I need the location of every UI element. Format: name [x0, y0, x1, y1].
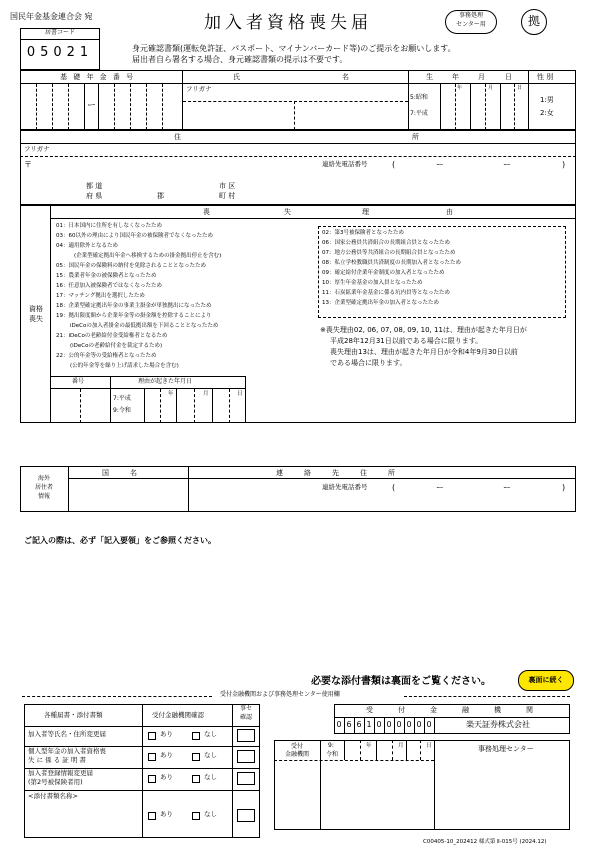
organization-name: 国民年金基金連合会 宛 [10, 12, 93, 21]
processing-center-label: 事務処理センター [478, 745, 534, 753]
document-code-value: 05021 [26, 45, 94, 60]
attach-row-loss-cert: 個人型年金の加入者資格喪 [28, 747, 106, 755]
birth-header: 生 [426, 73, 433, 81]
form-title: 加入者資格喪失届 [204, 13, 372, 33]
pension-number-header: 基 礎 年 金 番 号 [60, 73, 136, 81]
reason-13: 13：企業型確定拠出年金の加入者となったため [322, 300, 440, 306]
overseas-country-header: 国 名 [102, 469, 137, 477]
loss-side-label: 資格 [29, 305, 43, 313]
reason-05: 05：国民年金の保険料の納付を免除されることとなったため [56, 263, 207, 269]
attach-docs-header: 各種届書・添付書類 [44, 711, 103, 719]
loss-reason-header: 喪 [203, 208, 210, 216]
center-use-badge: 事務処理 センター用 [445, 10, 497, 34]
kyo-stamp: 拠 [521, 9, 547, 35]
reason-10: 10：厚生年金基金の加入員となったため [322, 280, 423, 286]
row1-center-check[interactable] [237, 729, 255, 742]
id-notice-line1: 身元確認書類(運転免許証、パスポート、マイナンバーカード等)のご提示をお願いします。 [132, 44, 456, 53]
birth-day-header: 日 [505, 73, 512, 81]
instruction-text: ご記入の際は、必ず「記入要領」をご参照ください。 [24, 536, 216, 545]
name-furigana-label: フリガナ [186, 85, 212, 93]
reason-11: 11：石炭鉱業年金基金に係る坑内員等となったため [322, 290, 451, 296]
reason-02: 02：第3号被保険者となったため [322, 230, 404, 236]
reason-08: 08：私立学校教職員共済制度の長期加入者となったため [322, 260, 462, 266]
name-header-given: 名 [342, 73, 349, 81]
bank-header: 受 [366, 706, 373, 714]
reason-01: 01：日本国内に住所を有しなくなったため [56, 223, 162, 229]
attach-row-registration-change: 加入者登録情報変更届 [28, 769, 93, 777]
sex-header: 性 別 [537, 73, 554, 81]
continue-on-back-badge: 裏面に続く [518, 670, 574, 691]
address-phone-label: 連絡先電話番号 [322, 160, 368, 168]
row3-center-check[interactable] [237, 772, 255, 785]
reason-21: 21：iDeCoの老齢給付金受給権者となるため [56, 333, 168, 339]
row3-ari-checkbox[interactable] [148, 775, 156, 783]
address-header: 住 [174, 133, 181, 141]
row2-center-check[interactable] [237, 750, 255, 763]
id-notice-line2: 届出者自ら署名する場合、身元確認書類の提示は不要です。 [132, 55, 348, 64]
row2-ari-checkbox[interactable] [148, 753, 156, 761]
reason-19: 19：拠出限度額から企業年金等の掛金額を控除することにより [56, 313, 212, 319]
reason-18: 18：企業型確定拠出年金の事業主掛金が単独拠出になったため [56, 303, 212, 309]
city-label: 市 区 [219, 182, 236, 190]
center-check-header: 事セ [239, 705, 252, 712]
reason-19-cont: iDeCoの加入者掛金の最低拠出額を下回ることとなったため [70, 323, 219, 329]
reason-15: 15：農業者年金の被保険者となったため [56, 273, 157, 279]
overseas-side-label: 海外 [37, 475, 50, 482]
bank-name: 楽天証券株式会社 [466, 720, 530, 729]
loss-note-line3: 喪失理由13は、理由が起きた年月日が令和4年9月30日以前 [330, 348, 518, 356]
overseas-contact-header: 連 絡 先 住 所 [276, 469, 395, 477]
reason-07: 07：地方公務員等共済組合の長期組合員となったため [322, 250, 456, 256]
reason-16: 16：任意加入被保険者ではなくなったため [56, 283, 162, 289]
row3-nashi-checkbox[interactable] [192, 775, 200, 783]
receipt-bank-label: 受付 [290, 743, 303, 750]
reason-22-note: (公的年金等を繰り上げ請求した場合を含む) [70, 363, 179, 369]
sex-female: 2:女 [540, 109, 554, 117]
address-table [20, 130, 576, 205]
prefecture-label: 都 道 [86, 182, 103, 190]
row4-ari-checkbox[interactable] [148, 812, 156, 820]
reason-17: 17：マッチング拠出を選択したため [56, 293, 145, 299]
reason-21-note: (iDeCoの老齢給付金を裁定するため) [70, 343, 163, 349]
loss-era-reiwa: 9:令和 [113, 407, 131, 414]
era-heisei: 7:平成 [410, 110, 428, 117]
reason-09: 09：確定給付企業年金制度の加入者となったため [322, 270, 445, 276]
receipt-era: 9: [328, 742, 334, 749]
row4-nashi-checkbox[interactable] [192, 812, 200, 820]
row1-nashi-checkbox[interactable] [192, 732, 200, 740]
pension-number-dash: ー [87, 101, 97, 111]
county-label: 郡 [157, 192, 164, 200]
loss-note-line2: 平成28年12月31日以前である場合に限ります。 [330, 337, 483, 345]
loss-number-label: 番号 [72, 378, 85, 385]
form-footer-code: C00405-10_202412 様式第 Ⅱ-015号 (2024.12) [423, 839, 547, 845]
birth-year-header: 年 [452, 73, 459, 81]
attachment-notice: 必要な添付書類は裏面をご覧ください。 [311, 676, 491, 687]
document-code-label: 居書コード [44, 29, 75, 36]
attach-row-name-change: 加入者等氏名・住所変更届 [28, 730, 106, 738]
overseas-phone-label: 連絡先電話番号 [322, 483, 368, 491]
attach-check-header: 受付金融機関確認 [152, 711, 204, 719]
row2-nashi-checkbox[interactable] [192, 753, 200, 761]
loss-era-heisei: 7:平成 [113, 395, 131, 402]
name-header-family: 氏 [233, 73, 240, 81]
loss-date-label: 理由が起きた年月日 [138, 378, 193, 385]
row4-center-check[interactable] [237, 809, 255, 822]
reason-03: 03：60以外の理由により国民年金の被保険者でなくなったため [56, 233, 213, 239]
sex-male: 1:男 [540, 96, 554, 104]
reason-04: 04：適用除外となるため [56, 243, 118, 249]
office-use-label: 受付金融機関および事務処理センター使用欄 [220, 691, 340, 698]
attach-row-other-docs: <添付書類名称> [28, 792, 78, 800]
reason-22: 22：公的年金等の受給権者となったため [56, 353, 157, 359]
row1-ari-checkbox[interactable] [148, 732, 156, 740]
birth-month-header: 月 [478, 73, 485, 81]
reason-04-note: (企業型確定拠出年金へ移換するための掛金拠出停止を含む) [74, 253, 222, 259]
loss-note-line1: ※喪失理由02, 06, 07, 08, 09, 10, 11は、理由が起きた年月日が [320, 326, 527, 334]
address-furigana-label: フリガナ [24, 145, 50, 153]
reason-06: 06：国家公務員共済組合の長期組合員となったため [322, 240, 451, 246]
era-showa: 5:昭和 [410, 94, 428, 101]
postal-mark: 〒 [24, 160, 32, 169]
loss-note-line4: である場合に限ります。 [330, 359, 407, 367]
